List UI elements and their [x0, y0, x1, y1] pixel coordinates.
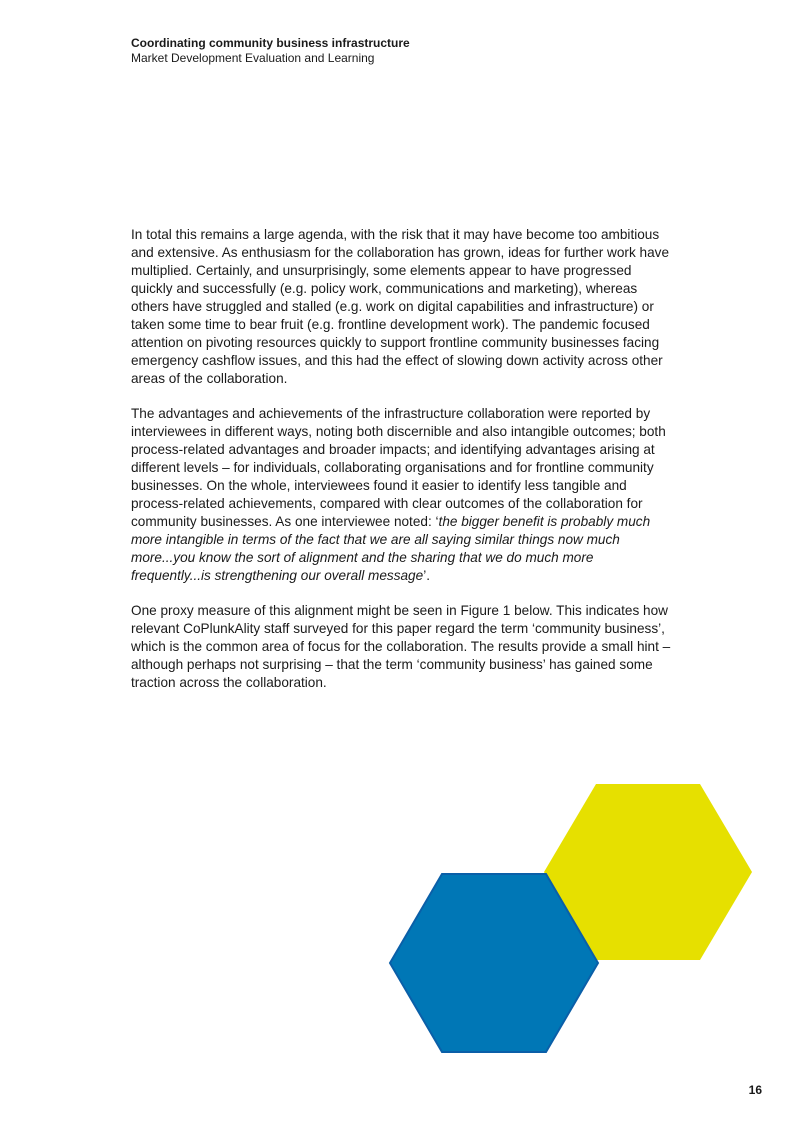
document-title: Coordinating community business infrastructure — [131, 36, 410, 50]
page-number: 16 — [748, 1083, 762, 1097]
paragraph-2-end: ’. — [423, 568, 430, 583]
paragraph-3: One proxy measure of this alignment might be seen in Figure 1 below. This indicates how relevant CoPlunkAlity staff surveyed for this paper regard the term ‘community business’, which is the common area of focus for the collaboration. The results provide a small hint – although perhaps not surprising – that the term ‘community business’ has gained some traction across the collaboration. — [131, 603, 671, 690]
paragraph-1: In total this remains a large agenda, with the risk that it may have become too ambitious and extensive. As enthusiasm for the collaboration has grown, ideas for further work have multiplied. Certainly, and unsurprisingly, some elements appear to have progressed quickly and successfully (e.g. policy work, communications and marketing), whereas others have struggled and stalled (e.g. work on digital capabilities and infrastructure) or taken some time to bear fruit (e.g. frontline development work). The pandemic focused attention on pivoting resources quickly to support frontline community businesses facing emergency cashflow issues, and this had the effect of slowing down activity across other areas of the collaboration. — [131, 227, 670, 386]
document-subtitle: Market Development Evaluation and Learning — [131, 51, 375, 65]
paragraph-2-lead: The advantages and achievements of the infrastructure collaboration were reported by interviewees in different ways, noting both discernible and also intangible outcomes; both process-related advantages and broader impacts; and identifying advantages arising at different levels – for individuals, collaborating organisations and for frontline community businesses. On the whole, interviewees found it easier to identify less tangible and process-related achievements, compared with clear outcomes of the collaboration for community businesses. As one interviewee noted: ‘ — [131, 406, 666, 529]
running-header — [131, 36, 410, 66]
interview-quote: the bigger benefit is probably much more intangible in terms of the fact that we are all saying similar things now much more...you know the sort of alignment and the sharing that we do much more frequently...is strengthening our overall message — [131, 514, 651, 583]
body-text — [131, 226, 676, 709]
paragraph-2 — [131, 405, 676, 585]
yellow-hexagon — [544, 784, 752, 960]
blue-hexagon — [390, 874, 598, 1052]
